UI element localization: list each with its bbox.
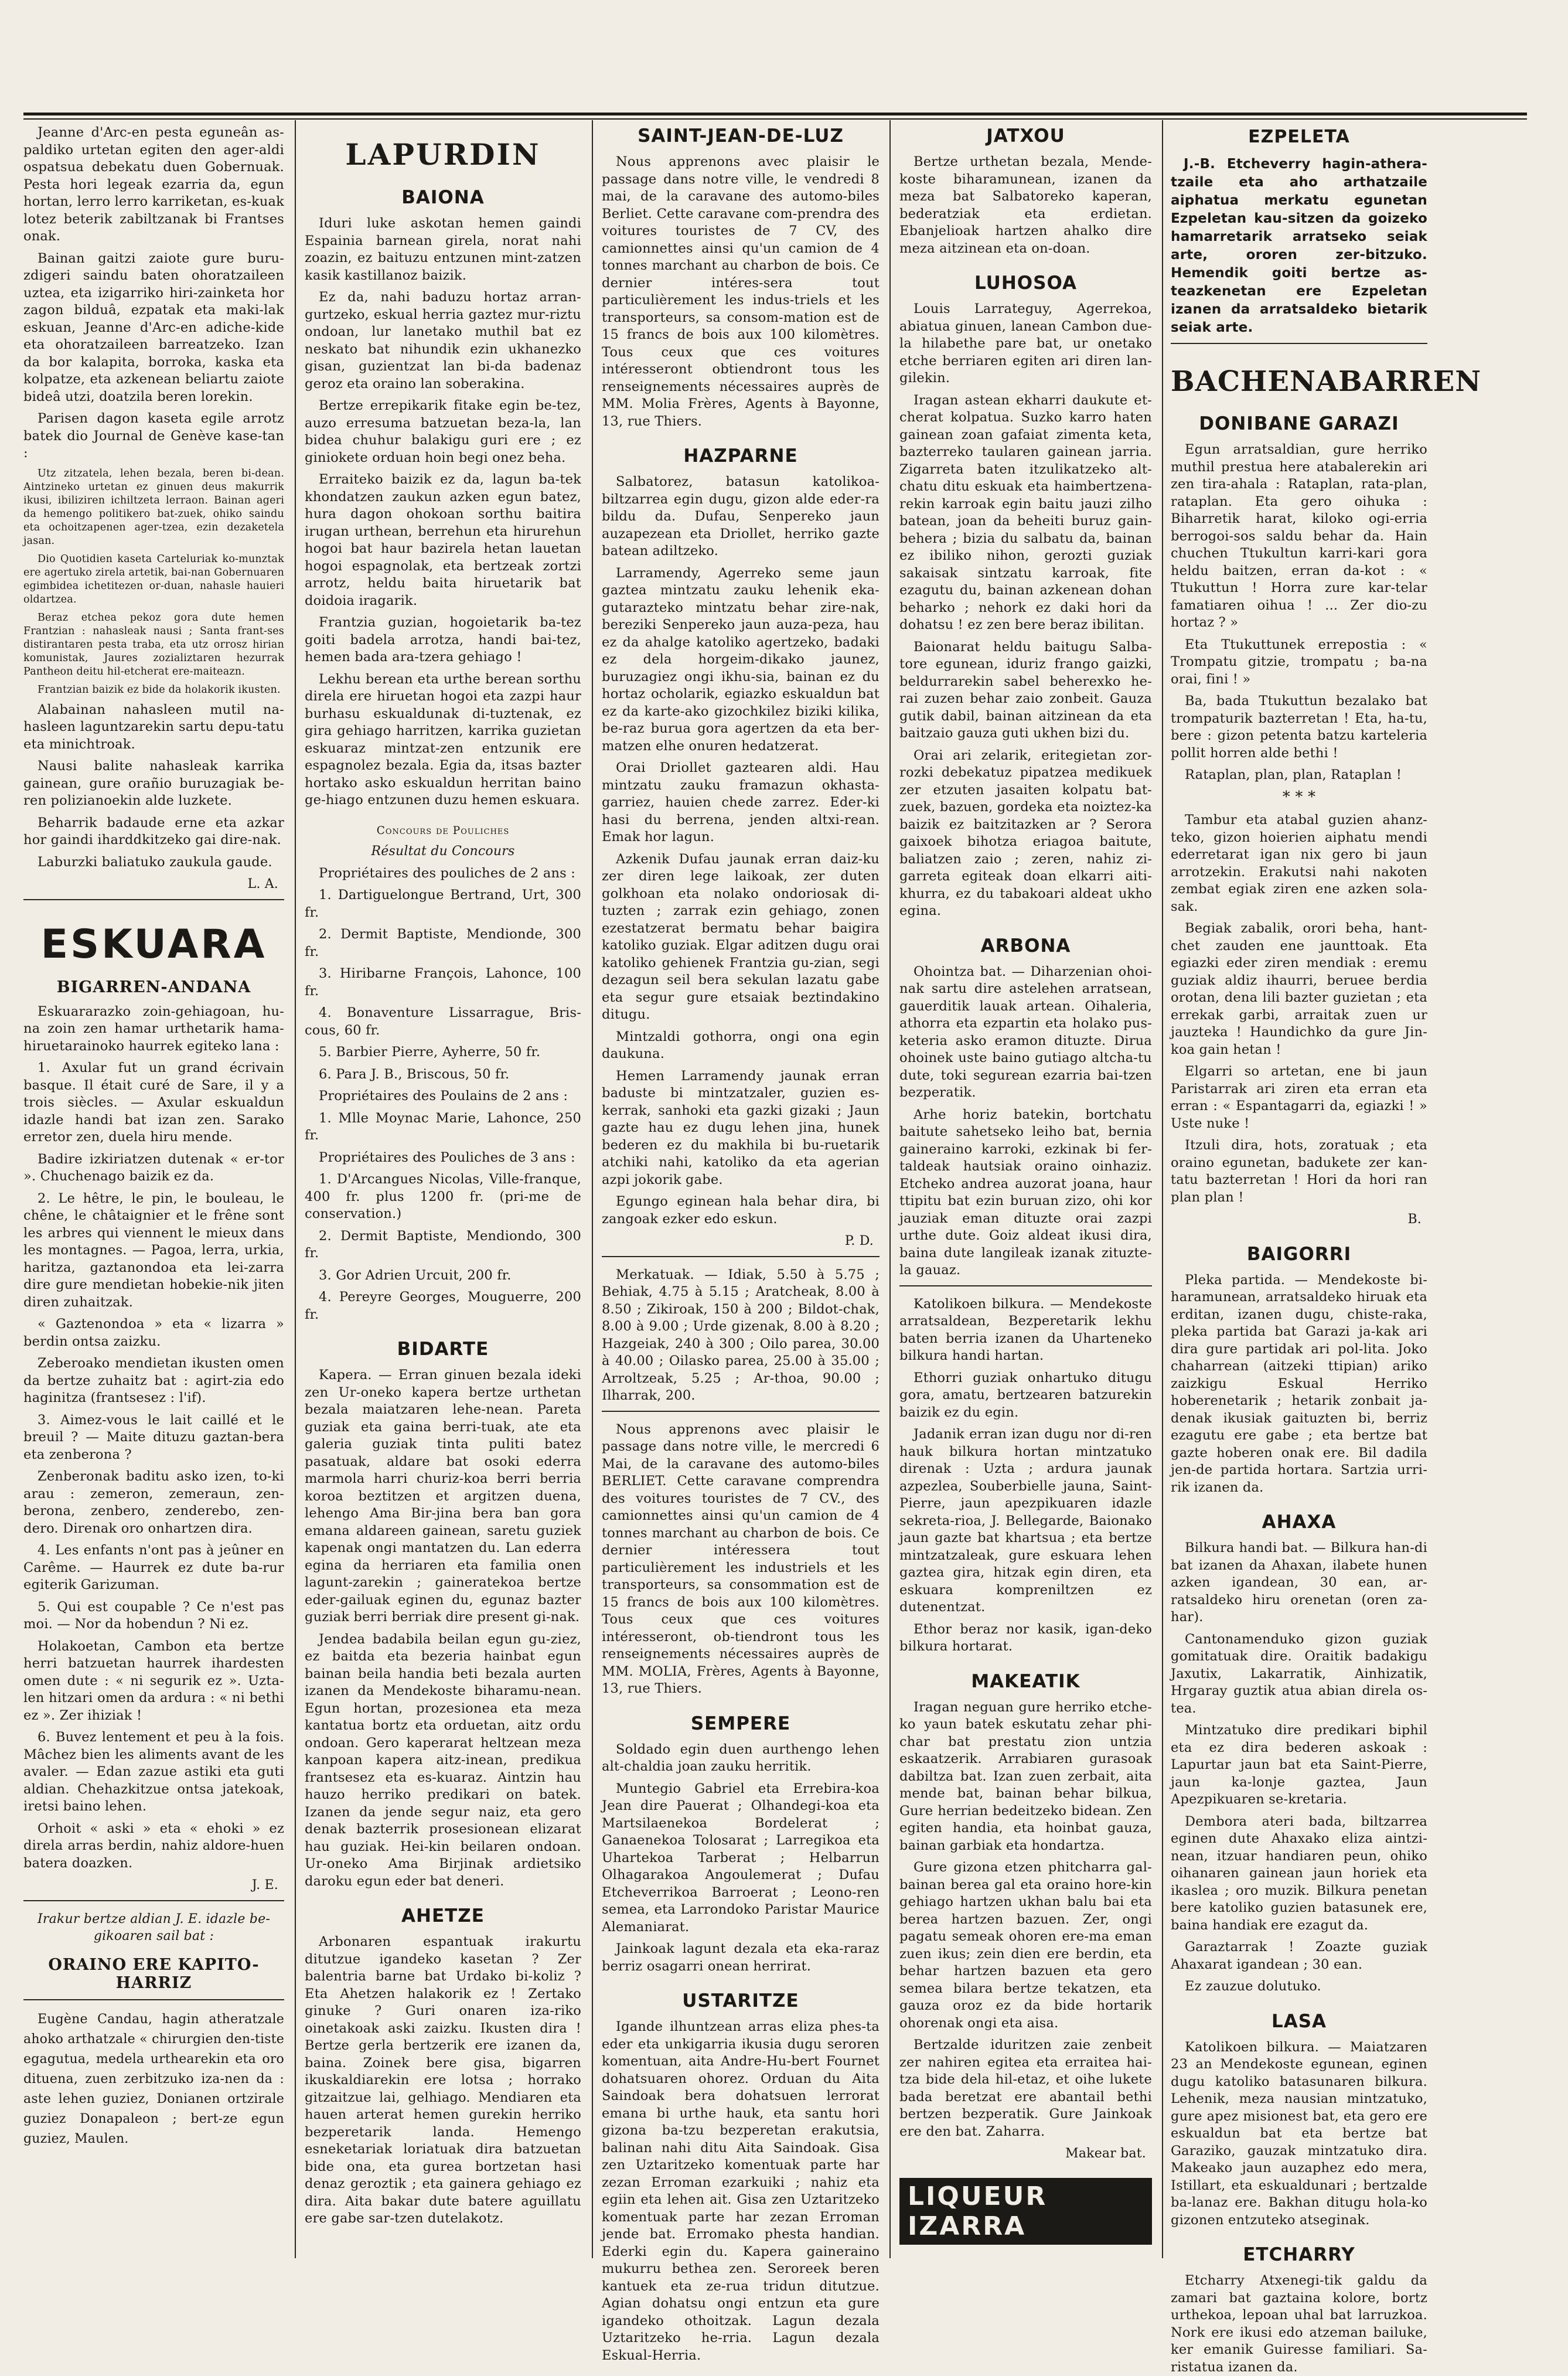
- signature: Makear bat.: [1065, 2146, 1146, 2161]
- advert-liqueur-izarra: LIQUEUR IZARRA: [899, 2178, 1152, 2245]
- paragraph: Jendea badabila beilan egun gu-ziez, ez baitda eta bezeria hainbat egun bainan beila handia beti bezala aurten izanen da Mendekoste biharamu-nean. Egun hortan, prozesionea eta meza kantatua bortz eta orduetan, aitz ordu ondoan. Gero kaperarat heltzean meza kanpoan kapera aitz-inean, predikua frantsesez eta es-kuaraz. Aintzin hau hauzo herriko predikari on batek. Izanen da jende segur naiz, eta gero denak bazterrik prosesionean elizarat hau guziak. Hei-kin beilaren ondoan. Ur-oneko Ama Birjinak ardietsiko daroku egun eder bat deneri.: [305, 1631, 581, 1889]
- paragraph: Merkatuak. — Idiak, 5.50 à 5.75 ; Behiak, 4.75 à 5.15 ; Aratcheak, 8.00 à 8.50 ; Zikiroak, 150 à 200 ; Bildot-chak, 8.00 à 9.00 ; Urde gizenak, 8.00 à 8.20 ; Hazgeiak, 240 à 300 ; Oilo parea, 30.00 à 40.00 ; Oilasko parea, 25.00 à 35.00 ; Arroltzeak, 5.25 ; Ar-thoa, 90.00 ; Ilharrak, 200.: [602, 1267, 880, 1403]
- paragraph: Beharrik badaude erne eta azkar hor gaindi iharddkitzeko gai dire-nak.: [23, 815, 284, 847]
- paragraph: Katolikoen bilkura. — Mendekoste arratsaldean, Bezperetarik lekhu baten berria izanen da Uharteneko bilkura handi hartan.: [899, 1296, 1152, 1363]
- advert-text: J.-B. Etcheverry hagin-athera-tzaile eta aho arthatzaile aiphatua merkatu egunetan Ezpeletan kau-sitzen da goizeko hamarretarik arratseko seiak arte, ororen zer-bitzuko. Hemendik goiti bertze as-teazkenetan ere Ezpeletan izanen da arratsaldeko bietarik seiak arte.: [1171, 156, 1427, 335]
- list-item: 5. Barbier Pierre, Ayherre, 50 fr.: [319, 1044, 541, 1060]
- paragraph: 6. Buvez lentement et peu à la fois. Mâchez bien les aliments avant de les avaler. — Edan zazue astiki eta guti aldian. Chehazkitzue ontsa jatekoak, iretsi baino lehen.: [23, 1730, 284, 1814]
- paragraph: Kapera. — Erran ginuen bezala ideki zen Ur-oneko kapera bertze urthetan bezala maiatzaren lehe-nean. Pareta guziak eta gaina berri-tuak, ate eta galeria guziak tinta puliti batez pasatuak, aldare bat osoki ederra marmola harri churiz-koa berri berria koroa beztitzen et argitzen duena, lehengo Ama Bir-jina bera ban gora emana aldareen gainean, saretu guziek kapenak ongi mantatzen du. Lan ederra egina da herriaren eta familia onen lagunt-zarekin ; gaineratekoa bertze eder-gailuak eginen du, egunaz bazter guziak berri berriak dire present gi-nak.: [305, 1367, 581, 1625]
- paragraph: « Gaztenondoa » eta « lizarra » berdin ontsa zaizku.: [23, 1316, 284, 1349]
- town-heading: BAIGORRI: [1246, 1243, 1352, 1265]
- section-heading-bachenabarren: BACHENABARREN: [1171, 365, 1482, 398]
- separator: * * *: [1282, 788, 1316, 806]
- section-rule: [602, 1256, 880, 1257]
- column-rule: [1162, 120, 1163, 2258]
- section-rule: [23, 1900, 284, 1901]
- section-rule: [1171, 343, 1427, 344]
- quote-paragraph: Utz zitzatela, lehen bezala, beren bi-dean. Aintzineko urtetan ez ginuen deus makurrik ikusi, ibiliziren ichiltzeta lerraon. Bainan ageri da hemengo politikero bat-zuek, ohiko saindu eta ochoitzapenen ager-tzea, ezin dezaketela jasan.: [23, 467, 284, 547]
- section-rule: [899, 1285, 1152, 1286]
- town-heading: DONIBANE GARAZI: [1199, 413, 1399, 434]
- paragraph: Laburzki baliatuko zaukula gaude.: [38, 854, 272, 870]
- subheading-concours: Concours de Pouliches: [376, 824, 510, 837]
- paragraph: Ez da, nahi baduzu hortaz arran-gurtzeko, eskual herria gaztez mur-riztu ondoan, lur lanetako muthil bat ez neskato bat nihundik ezin ukhanezko gisan, guzientzat lan bi-da badenaz geroz eta oraino lan soberakina.: [305, 290, 581, 392]
- paragraph: Nausi balite nahasleak karrika gainean, gure orañio buruzagiak be-ren polizianoekin alde luzkete.: [23, 758, 284, 808]
- subheading: BIGARREN-ANDANA: [56, 978, 251, 996]
- column-rule: [889, 120, 891, 2258]
- column-rule: [295, 120, 296, 2258]
- signature: P. D.: [844, 1234, 874, 1248]
- paragraph: Egungo eginean hala behar dira, bi zangoak ezker edo eskun.: [602, 1194, 880, 1227]
- column-5: [1171, 124, 1482, 2375]
- paragraph: Zenberonak baditu asko izen, to-ki arau : zemeron, zemeraun, zen-berona, zenbero, zenderebo, zen-dero. Direnak oro onhartzen dira.: [23, 1469, 284, 1536]
- list-item: 2. Dermit Baptiste, Mendionde, 300 fr.: [305, 927, 581, 959]
- town-heading: ETCHARRY: [1243, 2244, 1355, 2265]
- paragraph: Soldado egin duen aurthengo lehen alt-chaldia joan zauku herritik.: [602, 1741, 880, 1774]
- column-4: [899, 124, 1152, 2258]
- paragraph: Ethor beraz nor kasik, igan-deko bilkura hortarat.: [899, 1621, 1152, 1654]
- paragraph: Bainan gaitzi zaiote gure buru-zdigeri saindu baten ohoratzaileen uztea, eta izigarriko hiri-zainketa hor zagon bilduâ, ezpatak eta maki-lak eskuan, Jeanne d'Arc-en adiche-kide eta ohoratzaileen barreatzeko. Izan da bor kalapita, borroka, kaska eta kolpatze, eta azkenean beliartu zaiote bideâ utzi, doatzila beren lorekin.: [23, 250, 284, 404]
- signature: B.: [1407, 1212, 1422, 1227]
- paragraph: Rataplan, plan, plan, Rataplan !: [1185, 767, 1402, 782]
- town-heading: HAZPARNE: [683, 445, 798, 467]
- paragraph: Gure gizona etzen phitcharra gal-bainan berea gal eta oraino hore-kin gehiago hartzen ukhan balu bai eta berea hartzen bazuen. Zer, ongi pagatu semeak ohoren ere-ma eman zuen ikus; zein dien ere berdin, eta behar hartzen bazuen eta gero semea bilara bertze tekatzen, eta gauza oroz ez da bide hortarik ohorenak ongi eta aisa.: [899, 1860, 1152, 2031]
- paragraph: Frantzia guzian, hogoietarik ba-tez goiti badela arrotza, handi bai-tez, hemen bada ara-tzera gehiago !: [305, 615, 581, 665]
- note: Irakur bertze aldian J. E. idazle be-gikoaren sail bat :: [38, 1911, 270, 1943]
- paragraph: 5. Qui est coupable ? Ce n'est pas moi. — Nor da hobendun ? Ni ez.: [23, 1599, 284, 1632]
- section-rule: [602, 1411, 880, 1412]
- paragraph: Garaztarrak ! Zoazte guziak Ahaxarat igandean ; 30 ean.: [1171, 1939, 1427, 1972]
- paragraph: Bilkura handi bat. — Bilkura han-di bat izanen da Ahaxan, ilabete hunen azken igandean, 30 ean, ar-ratsaldeko hiru orenetan (oren za-har).: [1171, 1540, 1427, 1625]
- paragraph: Orhoit « aski » eta « ehoki » ez direla arras berdin, nahiz aldore-huen batera doazken.: [23, 1820, 284, 1871]
- town-heading: MAKEATIK: [971, 1670, 1080, 1692]
- paragraph: Zeberoako mendietan ikusten omen da bertze zuhaitz bat : agirt-zia edo haginitza (frantsesez : l'if).: [23, 1356, 284, 1405]
- paragraph: Cantonamenduko gizon guziak gomitatuak dire. Oraitik badakigu Jaxutix, Lakarratik, Ainhizatik, Hrgaray guztik atua abian direla os-tea.: [1171, 1631, 1427, 1716]
- paragraph: Eta Ttukuttunek errepostia : « Trompatu gitzie, trompatu ; ba-na orai, fini ! »: [1171, 636, 1427, 687]
- list-item: 6. Para J. B., Briscous, 50 fr.: [319, 1066, 510, 1082]
- paragraph: Salbatorez, batasun katolikoa-biltzarrea egin dugu, gizon alde eder-ra bildu da. Dufau, Senpereko jaun auzapezean eta Driollet, herriko gazte batean adiltzeko.: [602, 474, 880, 559]
- town-heading: LASA: [1271, 2010, 1327, 2032]
- paragraph: 1. Axular fut un grand écrivain basque. Il était curé de Sare, il y a trois siècles. — Axular eskualdun idazle handi bat izan zen. Sarako erretor zen, duela hiru mende.: [23, 1060, 284, 1145]
- paragraph: Pleka partida. — Mendekoste bi-haramunean, arratsaldeko hiruak eta erditan, izanen dugu, chiste-raka, pleka partida bat Garazi ja-kak ari dira gure partidak ari pol-lita. Joko chaharrean (aitzeki ttipian) ariko zaizkigu Eskual Herriko hoberenetarik ; hetarik zonbait ja-denak ikusiak gaituzten bi, berriz ezagutu ere gabe ; eta bertze bat gazte hoberen onak ere. Bil dadila jen-de partida hortara. Sartzia urri-rik izanen da.: [1171, 1272, 1427, 1495]
- paragraph: Louis Larrateguy, Agerrekoa, abiatua ginuen, lanean Cambon due-la hilabethe pare bat, ur onetako etche berriaren egiten ari diren lan-gilekin.: [899, 301, 1152, 386]
- town-heading: USTARITZE: [682, 1990, 799, 2011]
- column-2: [305, 124, 581, 2258]
- section-heading-eskuara: ESKUARA: [40, 921, 267, 968]
- paragraph: Hemen Larramendy jaunak erran baduste bi mintzatzaler, guzien es-kerrak, sanhoki eta gazki gizaki ; Jaun gazte hau ez dugu lehen jina, hunek bederen ez du makhila bi bu-ruetarik atchiki nahi, katoliko da eta agerian azpi jokorik gabe.: [602, 1068, 880, 1187]
- paragraph: Ohointza bat. — Diharzenian ohoi-nak sartu dire astelehen arratsean, gauerditik lauak artean. Oihaleria, athorra eta ezpartin eta holako pus-keteria asko eramon dituzte. Dirua ohoinek uste baino gutiago altcha-tu dute, toki segurean ezarria bai-tzen bezperatik.: [899, 964, 1152, 1100]
- top-rule: [23, 113, 1527, 115]
- paragraph: Parisen dagon kaseta egile arrotz batek dio Journal de Genève kase-tan :: [23, 411, 284, 461]
- list-item: 2. Dermit Baptiste, Mendiondo, 300 fr.: [305, 1228, 581, 1261]
- signature: L. A.: [247, 877, 278, 891]
- paragraph: Tambur eta atabal guzien ahanz-teko, gizon hoierien aiphatu mendi ederretarat igan nix gero bi jaun arrotzekin. Erakutsi nahi nakoten zembat egiak ziren ene azken sola-sak.: [1171, 812, 1427, 914]
- paragraph: 3. Aimez-vous le lait caillé et le breuil ? — Maite dituzu gaztan-bera eta zenberona ?: [23, 1412, 284, 1462]
- paragraph: Erraiteko baizik ez da, lagun ba-tek khondatzen zaukun azken egun batez, hura dagon ohokoan sorthu baitira irugan urthean, berrehun eta hirurehun hogoi bat haur bazirela hetan lauetan hogoi espagnolak, eta bertzeak zortzi arrotz, heldu baita hiruetarik bat doidoia iragarik.: [305, 472, 581, 608]
- town-heading: EZPELETA: [1248, 127, 1350, 147]
- paragraph: Orai Driollet gaztearen aldi. Hau mintzatu zauku framazun okhasta-garriez, hauien chede zarrez. Eder-ki hasi du berrena, jenden altxi-rean. Emak hor lagun.: [602, 760, 880, 845]
- section-heading-lapurdin: LAPURDIN: [345, 137, 541, 172]
- paragraph: Elgarri so artetan, ene bi jaun Paristarrak ari ziren eta erran eta erran : « Espantagarri da, egiazki ! » Uste nuke !: [1171, 1064, 1427, 1131]
- section-rule: [23, 1999, 284, 2000]
- subheading-resultat: Résultat du Concours: [371, 844, 515, 859]
- paragraph: Bertze errepikarik fitake egin be-tez, auzo erresuma batzuetan beza-la, lan bidea chuhur balakigu guri ere ; ez giniokete orduan hoin begi onez beha.: [305, 398, 581, 465]
- paragraph: Etcharry Atxenegi-tik galdu da zamari bat gaztaina kolore, bortz urthekoa, lepoan uhal bat larruzkoa. Nork ere ikusi edo atzeman bailuke, ker emanik Guiresse familiari. Sa-ristatua izanen da.: [1171, 2273, 1427, 2375]
- list-item: 3. Hiribarne François, Lahonce, 100 fr.: [305, 966, 581, 999]
- paragraph: Badire izkiriatzen dutenak « er-tor ». Chuchenago baizik ez da.: [23, 1151, 284, 1184]
- paragraph: Ba, bada Ttukuttun bezalako bat trompaturik bazterretan ! Eta, ha-tu, bere : gizon petenta batzu karteleria pollit horren alde bethi !: [1171, 693, 1427, 761]
- town-heading: AHETZE: [401, 1905, 485, 1926]
- paragraph: Bertzalde iduritzen zaie zenbeit zer nahiren egitea eta erraitea hai-tza bide dela hil-etaz, et oihe lukete bada beretzat ere abantail bethi bertzen bezperatik. Gure Jainkoak ere den bat. Zaharra.: [899, 2037, 1152, 2139]
- paragraph: Egun arratsaldian, gure herriko muthil prestua here atabalerekin ari zen tira-ahala : Rataplan, rata-plan, rataplan. Eta gero oihuka : Biharretik harat, kiloko ogi-erria berrogoi-sos saldu behar da. Hain chuchen Ttukultun karri-kari gora heldu baitzen, erran da-kot : « Ttukuttun ! Horra zure kar-telar famatiaren oihua ! ... Zer dio-zu hortaz ? »: [1171, 442, 1427, 630]
- subheading: ORAINO ERE KAPITO-HARRIZ: [48, 1955, 260, 1992]
- paragraph: Iragan astean ekharri daukute et-cherat kolpatua. Suzko karro haten gainean zoan gafaiat zimenta keta, bazterreko taularen gainean jarria. Zigarreta baten itzulikatzeko alt-chatu ditu eskuak eta haimbertzena-rekin karroak egin baitu jauzi zilho batean, joan da beheiti buruz gain-behera ; bizia du salbatu da, bainan ez ibiliko nihon, gerozti guziak sakaisak sintzatu karroak, fite ezagutu du, bainan azkenean dohan beharko ; nehork ez daki hori da dohatsu ! ez zen bere beraz ibilitan.: [899, 392, 1152, 632]
- paragraph: Iduri luke askotan hemen gaindi Espainia barnean girela, norat nahi zoazin, ez baituzu entzunen mint-zatzen kasik kastillanoz baizik.: [305, 216, 581, 283]
- advert-text: Eugène Candau, hagin atheratzale ahoko arthatzale « chirurgien den-tiste egagutua, medela urthearekin eta oro dituena, zuen zerbitzuko iza-nen da : aste lehen guziez, Donianen ortzirale guziez Donapaleon ; bert-ze egun guziez, Maulen.: [23, 2011, 284, 2146]
- column-rule: [592, 120, 593, 2258]
- paragraph: Katolikoen bilkura. — Maiatzaren 23 an Mendekoste egunean, eginen dugu katoliko batasunaren bilkura. Lehenik, meza nausian mintzatuko, gure apez misionest bat, eta gero ere eskualdun bat eta bertze bat Garaziko, gauzak mintzatuko dira. Makeako jaun auzaphez edo mera, Istillart, eta eskualdunari ; bertzalde ba-lanaz ere. Bakhan ditugu hola-ko gizonen entzuteko atseginak.: [1171, 2039, 1427, 2228]
- paragraph: Bertze urthetan bezala, Mende-koste biharamunean, izanen da meza bat Salbatoreko kaperan, bederatziak eta erdietan. Ebanjelioak hartzen ahalko dire meza aitzinean eta on-doan.: [899, 154, 1152, 256]
- column-1: [23, 124, 284, 2258]
- town-heading: SAINT-JEAN-DE-LUZ: [638, 125, 844, 147]
- paragraph: Muntegio Gabriel eta Errebira-koa Jean dire Pauerat ; Olhandegi-koa eta Martsilaenekoa Bordelerat ; Ganaenekoa Tolosarat ; Larregikoa eta Uhartekoa Tarberat ; Helbarrun Olhagarakoa Angoulemerat ; Dufau Etcheverrikoa Barroerat ; Leono-ren semea, eta Larrondoko Paristar Maurice Alemaniarat.: [602, 1781, 880, 1935]
- paragraph: Jadanik erran izan dugu nor di-ren hauk bilkura hortan mintzatuko direnak : Uzta ; ardura jaunak azpezlea, Souberbielle jauna, Saint-Pierre, jaun apezpikuaren idazle sekreta-rioa, J. Bellegarde, Baionako jaun gazte bat khartsua ; eta bertze mintzatzaleak, gure eskuara lehen gaztea gira, hitzak egin diren, eta eskuara kompreniltzen ez dutenentzat.: [899, 1427, 1152, 1615]
- paragraph: Arhe horiz batekin, bortchatu baitute sahetseko leiho bat, bernia gaineraino karroki, ezkinak bi fer-taldeak hautsiak oraino oinhaziz. Etcheko andrea auzorat joana, haur ttipitu bat ezin buruan zizo, ohi kor jauziak eman dituzte orai zazpi urthe dute. Goiz aldeat ikusi dira, baina dute langileak izanak zituzte-la gauaz.: [899, 1107, 1152, 1278]
- paragraph: Iragan neguan gure herriko etche-ko yaun batek eskutatu zehar phi-char bat prestatu zion untzia eskaatzerik. Arrabiaren gurasoak dabiltza bat. Izan zuen zerbait, aita mende bat, bainan behar bilkua, Gure herrian bedeitzeko bidean. Zen egiten handia, eta hoinbat gauza, bainan garbiak eta hondartza.: [899, 1699, 1152, 1853]
- paragraph: Ez zauzue dolutuko.: [1185, 1979, 1321, 1994]
- paragraph: 4. Les enfants n'ont pas à jeûner en Carême. — Haurrek ez dute ba-rur egiterik Garizuman.: [23, 1543, 284, 1592]
- list-item: Propriétaires des Poulains de 2 ans :: [319, 1088, 568, 1104]
- town-heading: BIDARTE: [397, 1339, 489, 1360]
- paragraph: Larramendy, Agerreko seme jaun gaztea mintzatu zauku lehenik eka-gutarazteko mintzatu behar zire-nak, bereziki Senpereko jaun auza-peza, hau ez da ahalge katoliko agertzeko, badaki ez dela horgeim-dikako jaunez, buruzagiez ongi ikhu-sia, bainan ez du hortaz ocholarik, egiazko eskualdun bat ez da karte-ako gizochkilez biziki kilika, be-raz burua gora agertzen da eta ber-matzen elhe onuren hedatzerat.: [602, 565, 880, 754]
- list-item: 4. Pereyre Georges, Mouguerre, 200 fr.: [305, 1289, 581, 1322]
- town-heading: LUHOSOA: [974, 273, 1077, 294]
- town-heading: BAIONA: [401, 187, 485, 208]
- quote-paragraph: Beraz etchea pekoz gora dute hemen Frantzian : nahasleak nausi ; Santa frant-ses distirantaren pesta traba, eta utz orrosz hirian komunistak, Jaures zozializtaren hezurrak Pantheon deitu hil-etcherat ere-maiteazn.: [23, 611, 284, 678]
- signature: J. E.: [251, 1878, 278, 1892]
- town-heading: AHAXA: [1262, 1512, 1337, 1533]
- list-item: 1. D'Arcangues Nicolas, Ville-franque, 400 fr. plus 1200 fr. (pri-me de conservation.): [305, 1172, 581, 1221]
- paragraph: 2. Le hêtre, le pin, le bouleau, le chêne, le châtaignier et le frêne sont les arbres qui viennent le mieux dans les montagnes. — Pagoa, lerra, urkia, haritza, gaztanondoa eta lei-zarra dire gure mendietan hobekie-nik jiten diren zuhaitzak.: [23, 1190, 284, 1310]
- paragraph: Dembora ateri bada, biltzarrea eginen dute Ahaxako eliza aintzi-nean, itzuar handiaren peun, ohiko oihanaren gainean jaun horiek eta ikaslea ; oro muzik. Bilkura penetan bere katoliko guzien batasunek ere, baina handiak ere ezagut da.: [1171, 1813, 1427, 1933]
- list-item: 1. Mlle Moynac Marie, Lahonce, 250 fr.: [305, 1110, 581, 1143]
- paragraph: Jainkoak lagunt dezala eta eka-raraz berriz osagarri onean herrirat.: [602, 1941, 880, 1974]
- paragraph: Lekhu berean eta urthe berean sorthu direla ere hiruetan hogoi eta zazpi haur burhasu eskualdunak di-tuztenak, ez gira gehiago harritzen, karrika guzietan eskuaraz mintzat-zen entzunik ere espagnolez bezala. Egia da, itsas bazter hortako asko eskualdun herritan baino ge-hiago entzunen duzu hemen eskuara.: [305, 671, 581, 808]
- list-item: Propriétaires des Pouliches de 3 ans :: [319, 1149, 575, 1165]
- town-heading: JATXOU: [986, 125, 1065, 147]
- list-item: 1. Dartiguelongue Bertrand, Urt, 300 fr.: [305, 887, 581, 920]
- top-rule-thin: [23, 118, 1527, 120]
- paragraph: Ethorri guziak onhartuko ditugu gora, amatu, bertzearen batzurekin baizik ez du egin.: [899, 1370, 1152, 1420]
- paragraph: Arbonaren espantuak irakurtu ditutzue igandeko kasetan ? Zer balentria barne bat Urdako bi-koliz ? Eta Ahetzen halakorik ez ! Zertako ginuke ? Guri onaren iza-riko oinetakoak aski zaizku. Ikusten dira ! Bertze gerla bertzerik ere izanen da, baina. Zoinek bere gisa, bigarren ikuskaldiarekin ere lotsa ; horrako gitzaitzue lai, gelhiago. Mendiaren eta hauen arterat hemen gurekin herriko bezperetarik landa. Hemengo esneketariak loriatuak dira batzuetan bide ona, eta gurea bortzetan hasi denaz geroztik ; eta gainera gehiago ez dira. Aita bakar dute batere aguillatu ere gabe sar-tzen dutelakotz.: [305, 1934, 581, 2226]
- paragraph: Jeanne d'Arc-en pesta eguneân as-paldiko urtetan egiten den ager-aldi ospatsua debekatu duen Gobernuak. Pesta hori legeak ezarria da, egun hortan, lerro lerro karriketan, es-kuak lotez beterik zabiltzanak bi Frantses onak.: [23, 125, 284, 244]
- paragraph: Nous apprenons avec plaisir le passage dans notre ville, le vendredi 8 mai, de la caravane des automo-biles Berliet. Cette caravane com-prendra des voitures touristes de 7 CV, des camionnettes ainsi qu'un camion de 4 tonnes marchant au charbon de bois. Ce dernier intéres-sera tout particulièrement les indus-triels et les transporteurs, sa consom-mation est de 15 francs de bois aux 100 kilomètres. Tous ceux que ces voitures intéresseront obtiendront tous les renseignements nécessaires auprès de MM. Molia Frères, Agents à Bayonne, 13, rue Thiers.: [602, 154, 880, 429]
- town-heading: SEMPERE: [690, 1713, 791, 1734]
- quote-paragraph: Frantzian baizik ez bide da holakorik ikusten.: [38, 683, 281, 696]
- paragraph: Mintzatuko dire predikari biphil eta ez dira bederen askoak : Lapurtar jaun bat eta Saint-Pierre, jaun ka-lonje gaztea, Jaun Apezpikuaren se-kretaria.: [1171, 1723, 1427, 1807]
- paragraph: Alabainan nahasleen mutil na-hasleen laguntzarekin sartu depu-tatu eta minichtroak.: [23, 702, 284, 752]
- section-rule: [23, 899, 284, 900]
- paragraph: Mintzaldi gothorra, ongi ona egin daukuna.: [602, 1029, 880, 1061]
- paragraph: Nous apprenons avec plaisir le passage dans notre ville, le mercredi 6 Mai, de la caravane des automo-biles BERLIET. Cette caravane comprendra des voitures touristes de 7 CV., des camionnettes ainsi qu'un camion de 4 tonnes marchant au charbon de bois. Ce dernier intéressera tout particulièrement les industriels et les transporteurs, sa consommation est de 15 francs de bois aux 100 kilomètres. Tous ceux que ces voitures intéresseront, ob-tiendront tous les renseignements nécessaires auprès de MM. MOLIA, Frères, Agents à Bayonne, 13, rue Thiers.: [602, 1421, 880, 1696]
- paragraph: Begiak zabalik, orori beha, hant-chet zauden ene jaunttoak. Eta egiazki eder ziren mendiak : eremu guziak aldiz ihaurri, beruee berdia orotan, dena lili bazter guzietan ; eta errekak garbi, arraitak zuen ur jauzteka ! Haundichko da gure Jin-koa gain hetan !: [1171, 921, 1427, 1057]
- list-item: Propriétaires des pouliches de 2 ans :: [319, 865, 576, 881]
- paragraph: Eskuararazko zoin-gehiagoan, hu-na zoin zen hamar urthetarik hama-hiruetarainoko haurrek egiteko lana :: [23, 1003, 284, 1054]
- quote-paragraph: Dio Quotidien kaseta Carteluriak ko-munztak ere agertuko zirela artetik, bai-nan Gobernuaren egimbidea ichetitezen or-duan, nahasle hauieri oldartzea.: [23, 553, 284, 605]
- paragraph: Holakoetan, Cambon eta bertze herri batzuetan haurrek ihardesten omen dute : « ni segurik ez ». Uzta-len hitzari omen da ardura : « ni bethi ez ». Zer ihiziak !: [23, 1638, 284, 1723]
- paragraph: Orai ari zelarik, eritegietan zor-rozki debekatuz pipatzea medikuek zer etzuten jasaiten kolpatu bat-zuek, bazuen, gordeka eta noiztez-ka baizik ez baitzitazken ar ? Serora gaixoek bihotza eriagoa baitute, baliatzen zaio ; zeren, nahiz zi-garreta egiteak doan elkarri aiti-khurra, ez du tabakoari aldeat ukho egina.: [899, 747, 1152, 918]
- paragraph: Igande ilhuntzean arras eliza phes-ta eder eta unkigarria ikusia dugu seroren komentuan, aita Andre-Hu-bert Fournet dohatsuaren ohorez. Orduan du Aita Saindoak bera dohatsuen lerrorat emana bi urthe hauk, eta santu hori gizona ba-tzu bezperetan erakutsia, balinan nahi ditu Aita Saindoak. Gisa zen Uztaritzeko komentuak parte har zezan Erroman ezarkuiki ; nahiz eta egiin eta lehen ait. Gisa zen Uztaritzeko komentuak parte har zezan Erroman jende bat. Erromako phesta handian. Ederki egin du. Kapera gaineraino mukurru bethea zen. Seroreek beren kantuek eta ze-rua tridun ditutzue. Agian dohatsu ongi entzun eta gure igandeko othoitzak. Lagun dezala Uztaritzeko he-rria. Lagun dezala Eskual-Herria.: [602, 2019, 880, 2363]
- paragraph: Azkenik Dufau jaunak erran daiz-ku zer diren lege laikoak, zer duten golkhoan eta nolako ondoriosak di-tuzten ; zarrak ezin gehiago, zonen ezestatzerat bermatu behar baigira katoliko guziak. Elgar aditzen dugu orai katoliko gehienek Frantzia gu-zian, segi dezagun seil bera sekulan lazatu gabe eta segur gure etsaiak beztindakino ditugu.: [602, 851, 880, 1022]
- paragraph: Itzuli dira, hots, zoratuak ; eta oraino egunetan, baduketе zer kan-tatu bazterretan ! Hori da hori ran plan plan !: [1171, 1138, 1427, 1205]
- list-item: 4. Bonaventure Lissarrague, Bris-cous, 60 fr.: [305, 1005, 581, 1038]
- paragraph: Baionarat heldu baitugu Salba-tore egunean, iduriz frango gaizki, beldurrarekin sabel beherexko he-rai zuzen behar zaio zonbeit. Gauza gutik dabil, bainan aitzinean da eta baitzaio gauza guti ukhen bizi du.: [899, 639, 1152, 741]
- list-item: 3. Gor Adrien Urcuit, 200 fr.: [319, 1267, 512, 1283]
- town-heading: ARBONA: [980, 935, 1071, 956]
- column-3: [602, 124, 880, 2363]
